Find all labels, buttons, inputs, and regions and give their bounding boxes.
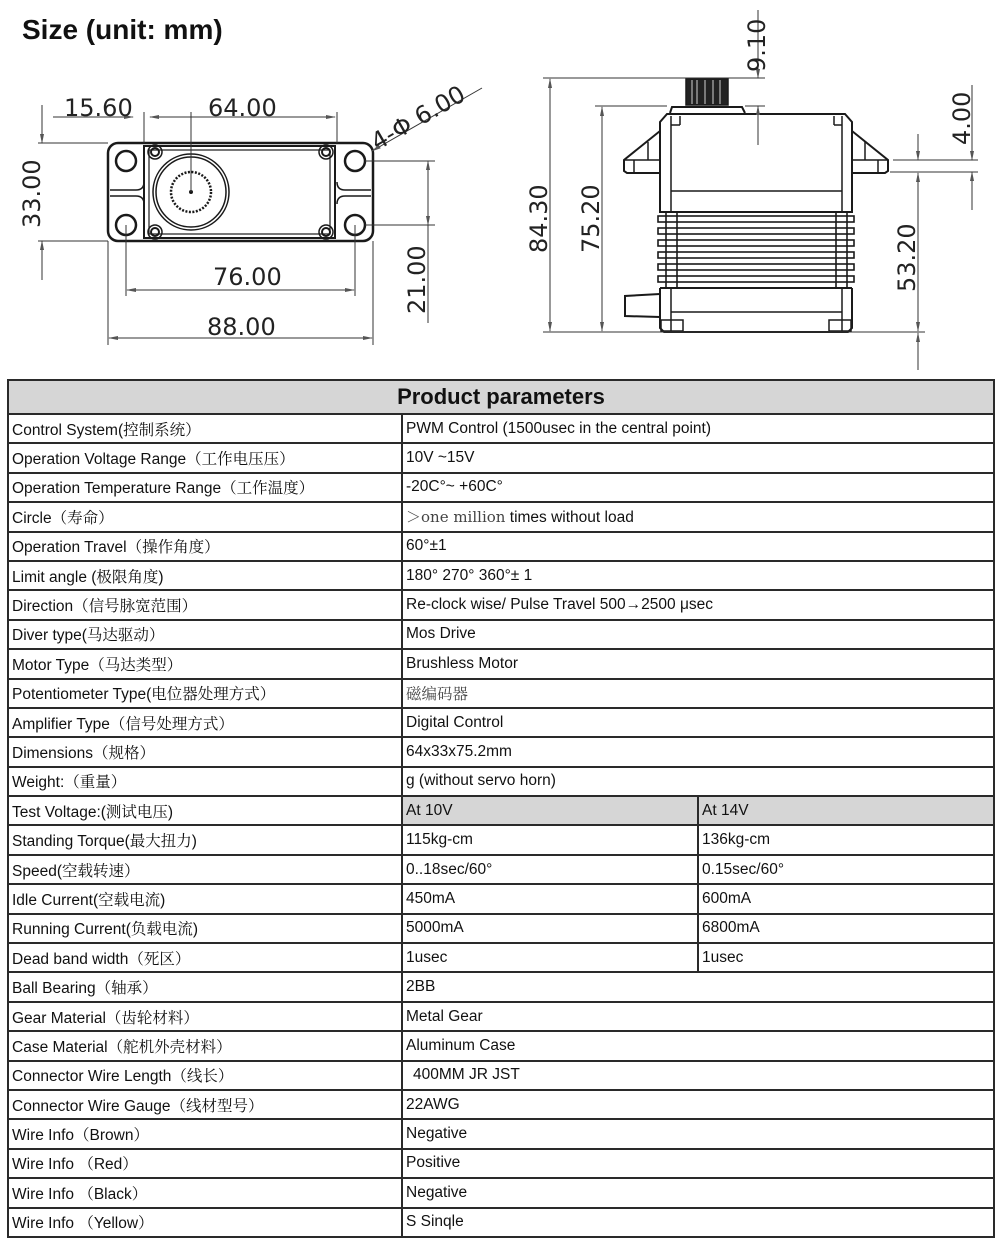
param-label: Control System(控制系统） [8, 414, 402, 443]
param-value: S Sinqle [402, 1208, 994, 1237]
param-label: Operation Voltage Range（工作电压压） [8, 443, 402, 472]
value-at-14v: 600mA [698, 884, 994, 913]
param-value: g (without servo horn) [402, 767, 994, 796]
table-row [8, 620, 994, 649]
page-title: Size (unit: mm) [22, 14, 223, 45]
param-value: Metal Gear [402, 1002, 994, 1031]
dim-label-9-10: 9.10 [743, 18, 771, 72]
param-value-suffix: times without load [505, 509, 634, 527]
param-label: Connector Wire Gauge（线材型号） [8, 1090, 402, 1119]
param-label: Dimensions（规格） [8, 737, 402, 766]
param-value: Negative [402, 1119, 994, 1148]
value-at-10v: 450mA [402, 884, 698, 913]
param-label: Wire Info （Red） [8, 1149, 402, 1178]
param-value: 400MM JR JST [402, 1061, 994, 1090]
param-label: Wire Info（Brown） [8, 1119, 402, 1148]
dim-label-33-00: 33.00 [18, 159, 46, 228]
table-row [8, 443, 994, 472]
param-value: Re-clock wise/ Pulse Travel 500→2500 μsec [402, 590, 994, 619]
table-row [8, 825, 994, 854]
param-label: Ball Bearing（轴承） [8, 972, 402, 1001]
param-value: -20C°~ +60C° [402, 473, 994, 502]
voltage-header-10v: At 10V [402, 796, 698, 825]
table-row [8, 708, 994, 737]
param-value: 22AWG [402, 1090, 994, 1119]
dim-label-84-30: 84.30 [525, 184, 553, 253]
param-label: Standing Torque(最大扭力) [8, 825, 402, 854]
dim-label-76-00: 76.00 [213, 263, 282, 291]
param-label: Operation Travel（操作角度） [8, 532, 402, 561]
param-value: Negative [402, 1178, 994, 1207]
table-row [8, 737, 994, 766]
table-row [8, 1178, 994, 1207]
table-row [8, 1061, 994, 1090]
param-label: Running Current(负载电流) [8, 914, 402, 943]
param-label: Dead band width（死区） [8, 943, 402, 972]
table-row [8, 884, 994, 913]
param-label: Case Material（舵机外壳材料） [8, 1031, 402, 1060]
param-label: Gear Material（齿轮材料） [8, 1002, 402, 1031]
param-label: Direction（信号脉宽范围） [8, 590, 402, 619]
table-row [8, 1149, 994, 1178]
table-row [8, 649, 994, 678]
product-parameters-table [7, 379, 995, 1238]
value-at-10v: 1usec [402, 943, 698, 972]
param-label: Operation Temperature Range（工作温度） [8, 473, 402, 502]
side-view-drawing [624, 79, 888, 332]
param-label: Test Voltage:(测试电压) [8, 796, 402, 825]
param-value: Mos Drive [402, 620, 994, 649]
param-value: PWM Control (1500usec in the central point) [402, 414, 994, 443]
top-view-drawing [108, 143, 373, 241]
param-value: 64x33x75.2mm [402, 737, 994, 766]
table-row [8, 767, 994, 796]
voltage-header-14v: At 14V [698, 796, 994, 825]
value-at-10v: 0..18sec/60° [402, 855, 698, 884]
param-value: Digital Control [402, 708, 994, 737]
dim-label-88-00: 88.00 [207, 313, 276, 341]
param-label: Motor Type（马达类型） [8, 649, 402, 678]
param-value: 180° 270° 360°± 1 [402, 561, 994, 590]
param-value: Brushless Motor [402, 649, 994, 678]
value-at-10v: 5000mA [402, 914, 698, 943]
dimension-drawings [0, 0, 1000, 372]
dim-label-64-00: 64.00 [208, 94, 277, 122]
param-value: Aluminum Case [402, 1031, 994, 1060]
table-row [8, 855, 994, 884]
table-header-row [8, 380, 994, 414]
dim-label-75-20: 75.20 [577, 184, 605, 253]
param-label: Wire Info （Yellow） [8, 1208, 402, 1237]
table-row [8, 414, 994, 443]
dim-label-15-60: 15.60 [64, 94, 133, 122]
table-row [8, 590, 994, 619]
param-value: 10V ~15V [402, 443, 994, 472]
param-label: Circle（寿命） [8, 502, 402, 531]
table-row [8, 943, 994, 972]
param-value: 2BB [402, 972, 994, 1001]
param-label: Speed(空载转速） [8, 855, 402, 884]
value-at-14v: 0.15sec/60° [698, 855, 994, 884]
table-row [8, 502, 994, 531]
dim-label-4-00: 4.00 [948, 91, 976, 145]
table-row [8, 1119, 994, 1148]
dim-label-21-00: 21.00 [403, 245, 431, 314]
param-label: Wire Info （Black） [8, 1178, 402, 1207]
table-row [8, 914, 994, 943]
top-view-dimension-labels [18, 80, 470, 341]
param-value [402, 502, 994, 531]
param-label: Connector Wire Length（线长） [8, 1061, 402, 1090]
param-label: Potentiometer Type(电位器处理方式） [8, 679, 402, 708]
param-label: Diver type(马达驱动） [8, 620, 402, 649]
param-label: Idle Current(空载电流) [8, 884, 402, 913]
value-at-10v: 115kg-cm [402, 825, 698, 854]
table-row [8, 972, 994, 1001]
value-at-14v: 6800mA [698, 914, 994, 943]
side-view-dimension-labels [525, 19, 976, 292]
table-row [8, 1090, 994, 1119]
table-row [8, 679, 994, 708]
cooling-fins [658, 212, 854, 288]
param-value: 磁编码器 [402, 679, 994, 708]
param-label: Limit angle (极限角度) [8, 561, 402, 590]
table-row [8, 532, 994, 561]
table-row [8, 561, 994, 590]
dim-label-hole: 4-Φ 6.00 [366, 79, 471, 157]
param-value: 60°±1 [402, 532, 994, 561]
table-row [8, 1002, 994, 1031]
table-row [8, 473, 994, 502]
table-row [8, 1031, 994, 1060]
test-voltage-row [8, 796, 994, 825]
table-title: Product parameters [8, 380, 994, 414]
value-at-14v: 136kg-cm [698, 825, 994, 854]
table-row [8, 1208, 994, 1237]
param-label: Weight:（重量） [8, 767, 402, 796]
param-label: Amplifier Type（信号处理方式） [8, 708, 402, 737]
dim-label-53-20: 53.20 [893, 223, 921, 292]
param-value: Positive [402, 1149, 994, 1178]
value-at-14v: 1usec [698, 943, 994, 972]
param-value-prefix: ＞one million [406, 508, 506, 527]
